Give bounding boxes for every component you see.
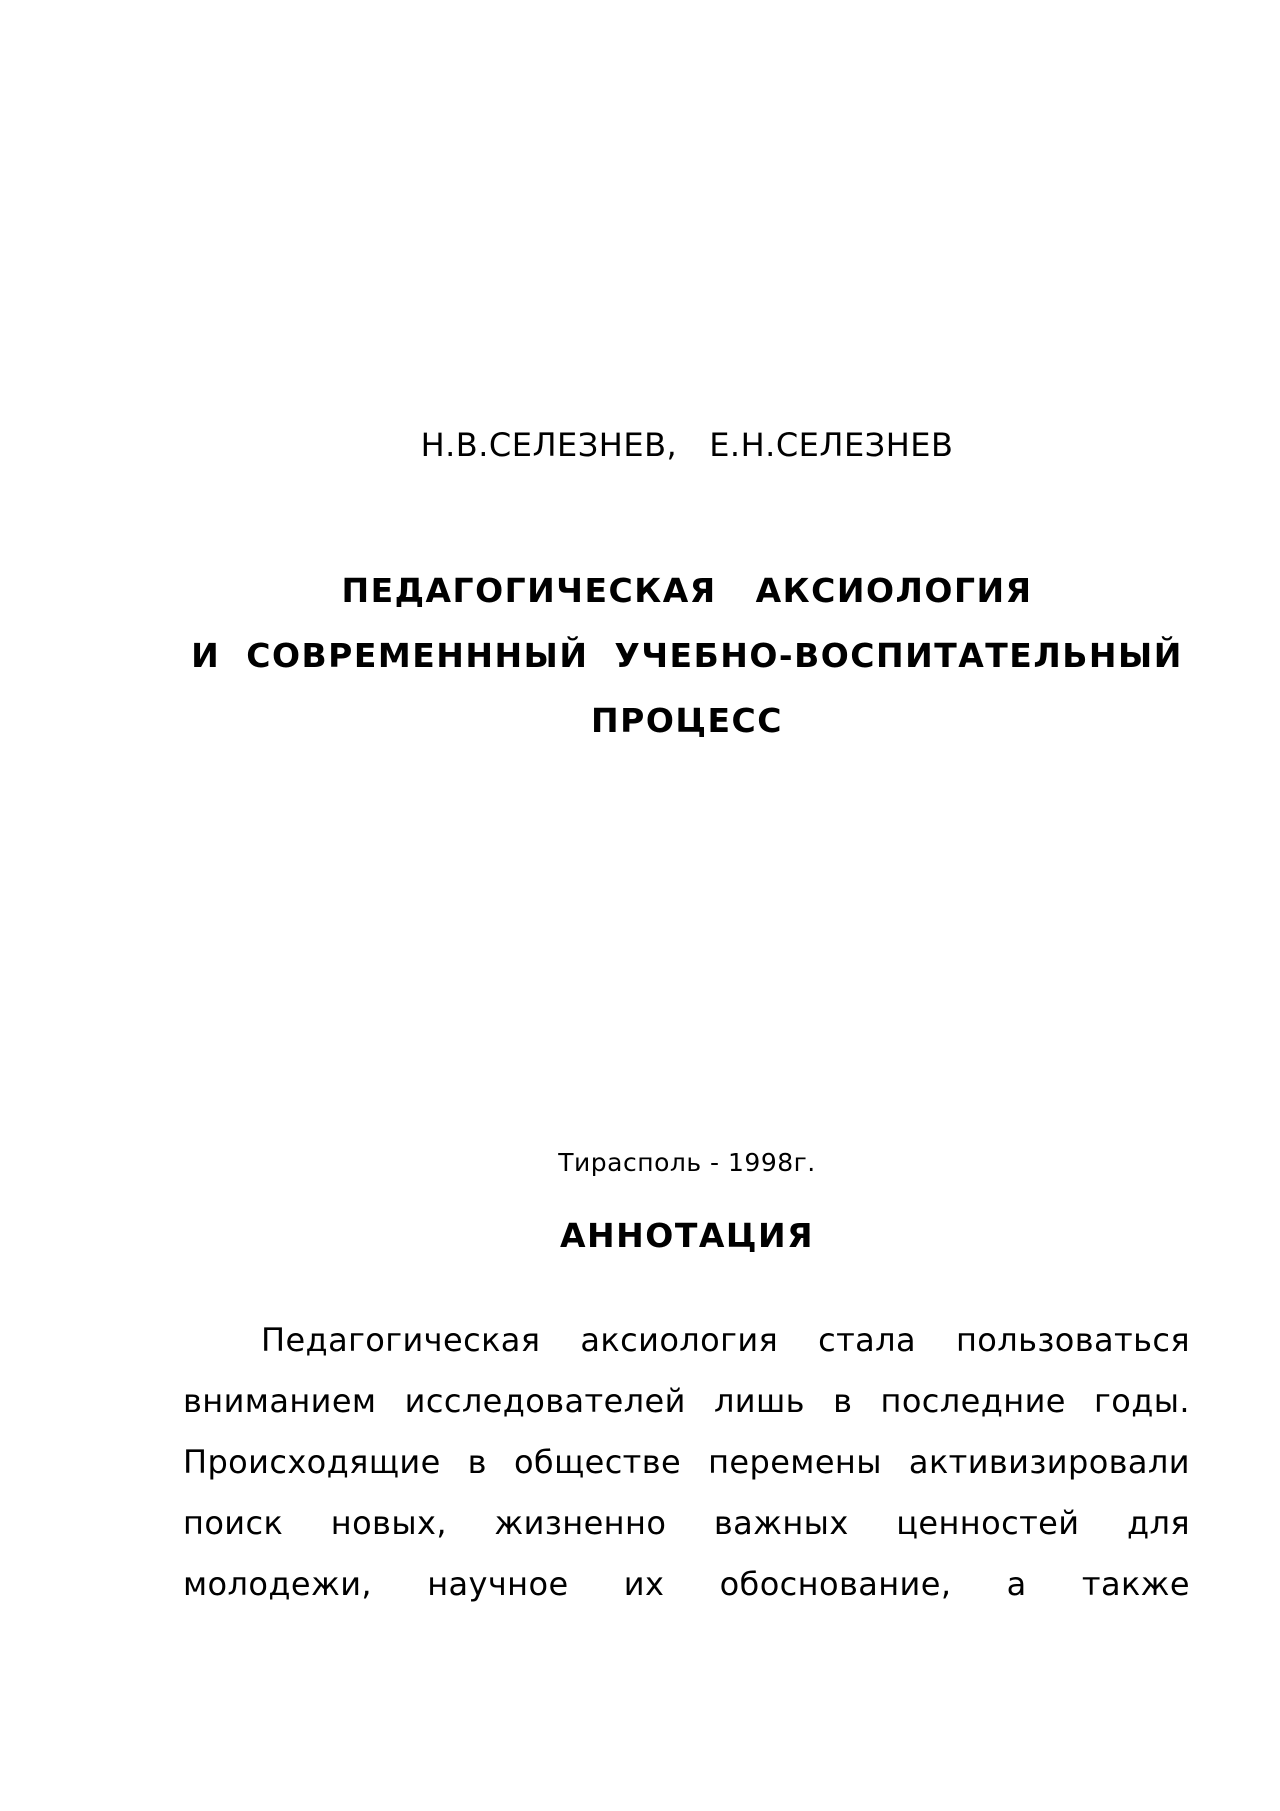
annotation-heading: АННОТАЦИЯ [559, 1216, 815, 1255]
annotation-line-2: вниманием исследователей лишь в последние годы. [183, 1382, 1190, 1420]
annotation-line-3: Происходящие в обществе перемены активизировали [183, 1443, 1190, 1481]
annotation-line-5: молодежи, научное их обоснование, а также [183, 1565, 1190, 1603]
title-line-2: И СОВРЕМЕНННЫЙ УЧЕБНО-ВОСПИТАТЕЛЬНЫЙ [191, 636, 1183, 675]
title-line-1: ПЕДАГОГИЧЕСКАЯ АКСИОЛОГИЯ [341, 571, 1033, 610]
annotation-line-1: Педагогическая аксиология стала пользоваться [261, 1321, 1190, 1359]
annotation-line-4: поиск новых, жизненно важных ценностей для [183, 1504, 1190, 1542]
authors-line: Н.В.СЕЛЕЗНЕВ, Е.Н.СЕЛЕЗНЕВ [420, 426, 954, 464]
annotation-paragraph [183, 1310, 1190, 1615]
title-line-3: ПРОЦЕСС [591, 701, 783, 740]
city-year: Тирасполь - 1998г. [558, 1148, 816, 1177]
